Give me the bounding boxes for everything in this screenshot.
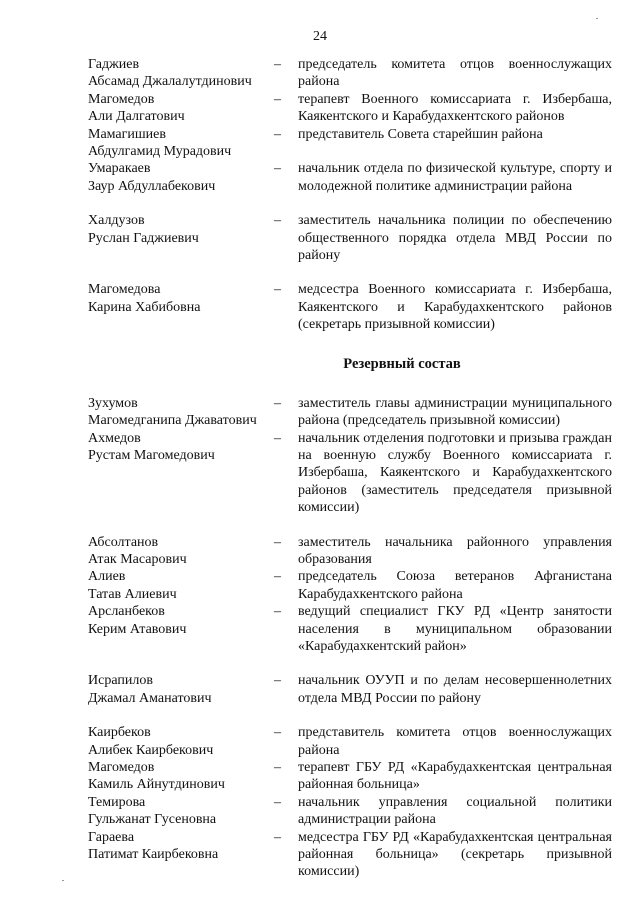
member-surname: Зухумов <box>88 395 138 411</box>
member-role: терапевт ГБУ РД «Карабудахкентская центральная районная больница» <box>298 760 612 793</box>
member-row <box>88 759 612 794</box>
member-name <box>88 212 274 264</box>
member-given-name: Керим Атавович <box>88 621 187 637</box>
member-surname: Магомедов <box>88 760 155 775</box>
member-given-name: Магомедганипа Джаватович <box>88 413 257 429</box>
member-given-name: Татав Алиевич <box>88 586 177 602</box>
page-number: 24 <box>313 29 327 44</box>
member-row <box>88 126 612 161</box>
member-surname: Гараева <box>88 829 135 845</box>
member-row <box>88 534 612 569</box>
dash: – <box>274 534 281 550</box>
member-given-name: Карина Хабибовна <box>88 299 201 315</box>
dash: – <box>274 91 281 107</box>
member-row <box>88 829 612 881</box>
member-name <box>88 126 274 161</box>
member-name <box>88 430 274 517</box>
member-row <box>88 430 612 517</box>
member-name <box>88 829 274 881</box>
member-role: заместитель начальника полиции по обеспечению общественного порядка отдела МВД России по району <box>298 213 612 264</box>
member-surname: Магомедов <box>88 91 155 107</box>
member-name <box>88 794 274 829</box>
member-row <box>88 395 612 430</box>
member-name <box>88 281 274 333</box>
member-row <box>88 672 612 707</box>
member-surname: Мамагишиев <box>88 126 166 142</box>
dash: – <box>274 282 281 298</box>
member-role: начальник отделения подготовки и призыва граждан на военную службу Военного комиссариата г. Избербаша, Каякентского и Карабудахкентского районов (заместитель председателя призывной комиссии) <box>298 430 612 516</box>
member-given-name: Алибек Каирбекович <box>88 742 214 758</box>
dash: – <box>274 725 281 741</box>
member-surname: Темирова <box>88 794 146 810</box>
member-given-name: Али Далгатович <box>88 109 185 125</box>
member-role: заместитель главы администрации муниципального района (председатель призывной комиссии) <box>298 395 612 429</box>
member-row <box>88 724 612 759</box>
member-role: начальник ОУУП и по делам несовершеннолетних отдела МВД России по району <box>298 673 612 706</box>
dash: – <box>274 430 281 446</box>
dash: – <box>274 57 281 72</box>
member-row <box>88 56 612 91</box>
member-role: терапевт Военного комиссариата г. Избербаша, Каякентского и Карабудахкентского районов <box>298 91 612 125</box>
member-given-name: Рустам Магомедович <box>88 447 215 463</box>
member-name <box>88 395 274 430</box>
member-surname: Ахмедов <box>88 430 141 446</box>
member-surname: Магомедова <box>88 282 161 298</box>
member-surname: Халдузов <box>88 213 145 229</box>
member-row <box>88 603 612 655</box>
scan-speck <box>596 18 598 19</box>
member-surname: Гаджиев <box>88 57 140 72</box>
member-role: представитель комитета отцов военнослужащих района <box>298 725 612 758</box>
member-name <box>88 672 274 707</box>
member-role: председатель комитета отцов военнослужащих района <box>298 57 612 90</box>
member-row <box>88 568 612 603</box>
member-given-name: Атак Масарович <box>88 551 187 567</box>
dash: – <box>274 126 281 142</box>
member-surname: Алиев <box>88 569 126 585</box>
member-name <box>88 534 274 569</box>
member-row <box>88 160 612 195</box>
member-name <box>88 91 274 126</box>
dash: – <box>274 604 281 620</box>
dash: – <box>274 794 281 810</box>
member-role: председатель Союза ветеранов Афганистана Карабудахкентского района <box>298 569 612 602</box>
dash: – <box>274 213 281 229</box>
member-name <box>88 603 274 655</box>
member-surname: Умаракаев <box>88 161 151 177</box>
member-name <box>88 759 274 794</box>
member-role: начальник управления социальной политики администрации района <box>298 794 612 828</box>
scan-speck <box>62 880 64 881</box>
member-given-name: Патимат Каирбековна <box>88 847 219 863</box>
member-surname: Абсолтанов <box>88 534 159 550</box>
member-role: представитель Совета старейшин района <box>298 126 543 142</box>
member-given-name: Абсамад Джалалутдинович <box>88 74 252 90</box>
dash: – <box>274 829 281 845</box>
member-given-name: Гульжанат Гусеновна <box>88 812 217 828</box>
member-row <box>88 212 612 264</box>
member-given-name: Заур Абдуллабекович <box>88 178 216 194</box>
member-given-name: Абдулгамид Мурадович <box>88 144 232 160</box>
member-role: ведущий специалист ГКУ РД «Центр занятости населения в муниципальном образовании «Карабудахкентский район» <box>298 604 612 654</box>
member-given-name: Руслан Гаджиевич <box>88 230 199 246</box>
member-role: заместитель начальника районного управления образования <box>298 534 612 567</box>
member-name <box>88 56 274 91</box>
member-surname: Каирбеков <box>88 725 151 741</box>
member-surname: Арсланбеков <box>88 604 165 620</box>
commission-list <box>88 56 612 881</box>
member-surname: Исрапилов <box>88 673 153 689</box>
member-row <box>88 281 612 333</box>
member-name <box>88 724 274 759</box>
member-name <box>88 568 274 603</box>
member-role: медсестра ГБУ РД «Карабудахкентская центральная районная больница» (секретарь призывной комиссии) <box>298 829 612 880</box>
member-role: медсестра Военного комиссариата г. Избербаша, Каякентского и Карабудахкентского районов (секретарь призывной комиссии) <box>298 282 612 333</box>
member-row <box>88 794 612 829</box>
member-given-name: Камиль Айнутдинович <box>88 777 225 793</box>
dash: – <box>274 569 281 585</box>
member-name <box>88 160 274 195</box>
dash: – <box>274 161 281 177</box>
dash: – <box>274 760 281 775</box>
dash: – <box>274 395 281 411</box>
member-given-name: Джамал Аманатович <box>88 690 212 706</box>
reserve-heading: Резервный состав <box>343 355 461 372</box>
member-role: начальник отдела по физической культуре, спорту и молодежной политике администрации района <box>298 161 612 194</box>
dash: – <box>274 673 281 689</box>
member-row <box>88 91 612 126</box>
